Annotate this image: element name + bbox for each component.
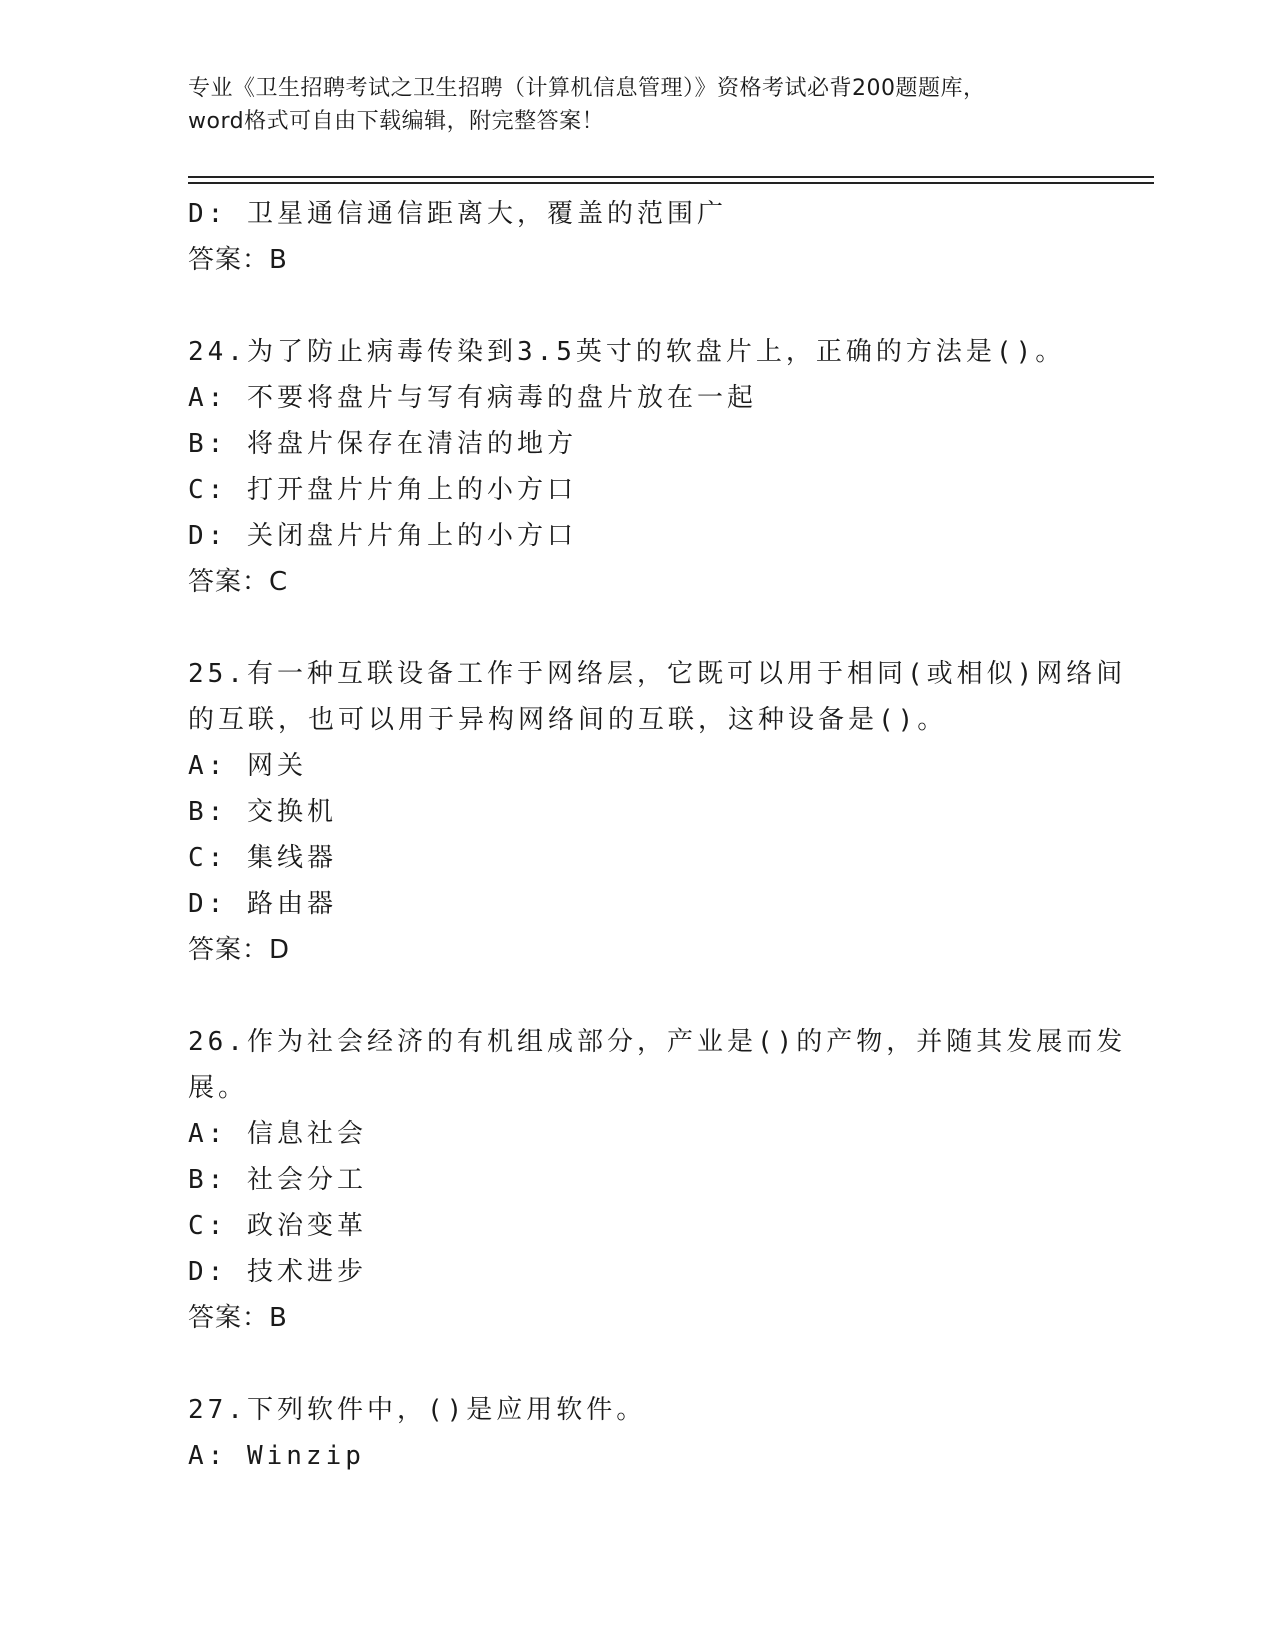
- header-divider-bottom: [188, 182, 1154, 184]
- prev-option-d: D: 卫星通信通信距离大，覆盖的范围广: [188, 199, 727, 229]
- answer: 答案：B: [188, 1303, 288, 1333]
- option-a: A: 网关: [188, 751, 307, 781]
- answer: 答案：D: [188, 935, 291, 965]
- option-d: D: 关闭盘片片角上的小方口: [188, 521, 577, 551]
- option-c: C: 政治变革: [188, 1211, 367, 1241]
- question-text: 24.为了防止病毒传染到3.5英寸的软盘片上，正确的方法是()。: [188, 337, 1066, 367]
- option-d: D: 路由器: [188, 889, 337, 919]
- question-text-line-2: 的互联，也可以用于异构网络间的互联，这种设备是()。: [188, 705, 948, 735]
- option-c: C: 打开盘片片角上的小方口: [188, 475, 577, 505]
- answer: 答案：C: [188, 567, 289, 597]
- question-text-line-1: 25.有一种互联设备工作于网络层，它既可以用于相同(或相似)网络间: [188, 659, 1127, 689]
- spacer: [188, 283, 1088, 329]
- header-title-line-2: word格式可自由下载编辑，附完整答案！: [188, 109, 605, 134]
- question-text-line-1: 26.作为社会经济的有机组成部分，产业是()的产物，并随其发展而发: [188, 1027, 1127, 1057]
- question-27: [188, 1387, 1088, 1479]
- option-a: A: Winzip: [188, 1441, 365, 1471]
- header-title-line-1: 专业《卫生招聘考试之卫生招聘（计算机信息管理）》资格考试必背200题题库，: [188, 76, 986, 101]
- spacer: [188, 605, 1088, 651]
- option-b: B: 将盘片保存在清洁的地方: [188, 429, 577, 459]
- option-c: C: 集线器: [188, 843, 337, 873]
- option-b: B: 社会分工: [188, 1165, 367, 1195]
- question-24: [188, 329, 1088, 605]
- question-26: [188, 1019, 1127, 1341]
- option-a: A: 信息社会: [188, 1119, 367, 1149]
- question-text-line-2: 展。: [188, 1073, 249, 1103]
- question-25: [188, 651, 1127, 973]
- spacer: [188, 973, 1088, 1019]
- prev-answer: 答案：B: [188, 245, 288, 275]
- header-divider-top: [188, 176, 1154, 178]
- option-d: D: 技术进步: [188, 1257, 367, 1287]
- question-list: [188, 191, 1127, 1479]
- option-a: A: 不要将盘片与写有病毒的盘片放在一起: [188, 383, 757, 413]
- option-b: B: 交换机: [188, 797, 337, 827]
- document-header: [188, 72, 1088, 138]
- spacer: [188, 1341, 1088, 1387]
- question-text: 27.下列软件中，()是应用软件。: [188, 1395, 647, 1425]
